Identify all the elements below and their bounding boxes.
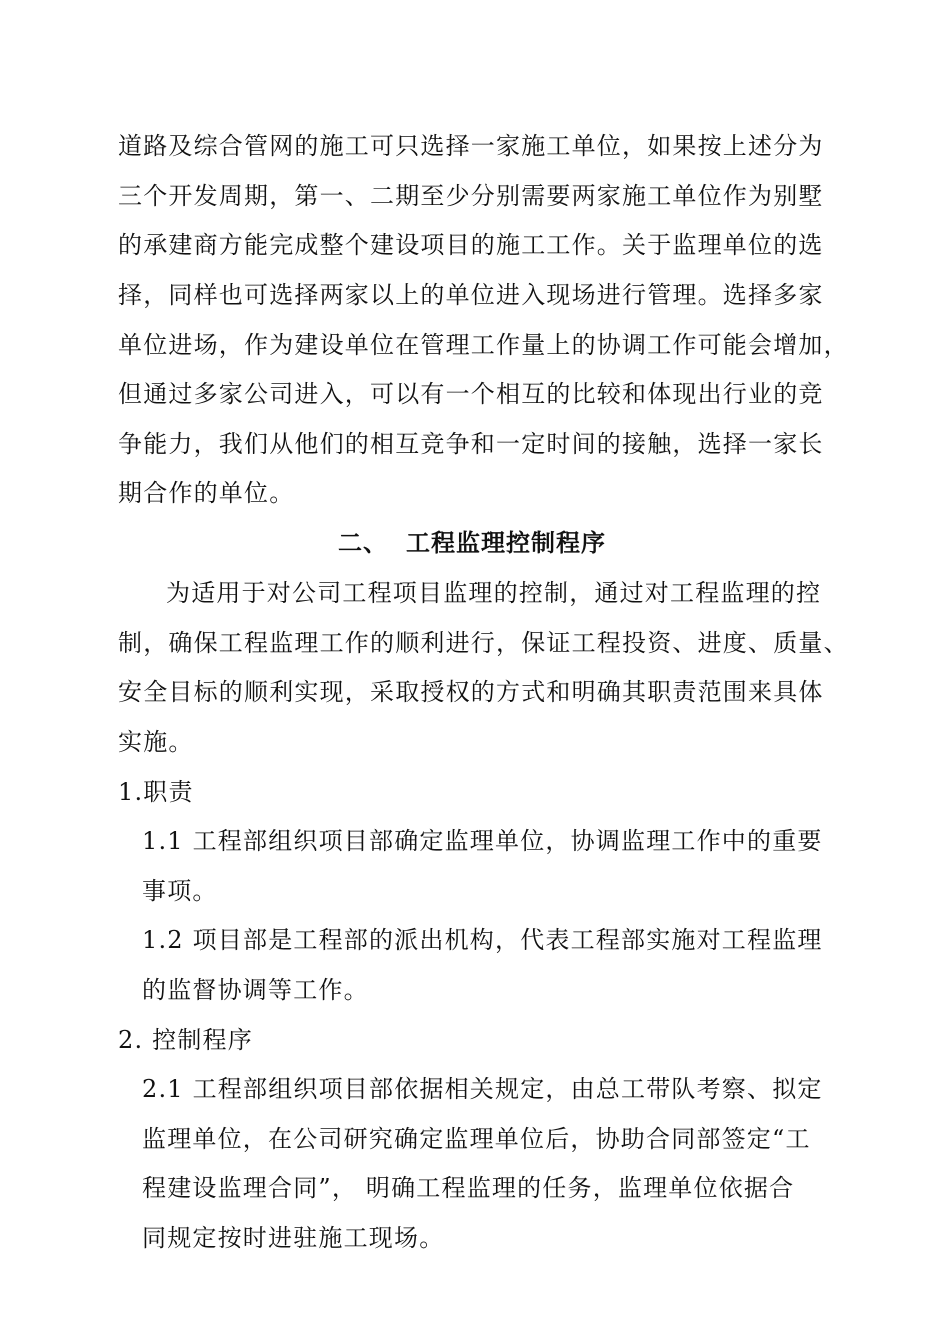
paragraph-line: 争能力，我们从他们的相互竞争和一定时间的接触，选择一家长	[118, 430, 824, 458]
subitem-line: 同规定按时进驻施工现场。	[142, 1224, 445, 1252]
section-number: 二、	[338, 529, 388, 557]
subitem-line: 的监督协调等工作。	[142, 976, 369, 1004]
paragraph-line: 择，同样也可选择两家以上的单位进入现场进行管理。选择多家	[118, 281, 824, 309]
paragraph-line: 期合作的单位。	[118, 479, 295, 507]
subitem-line: 1.1 工程部组织项目部确定监理单位，协调监理工作中的重要	[142, 827, 823, 855]
paragraph-line: 三个开发周期，第一、二期至少分别需要两家施工单位作为别墅	[118, 182, 824, 210]
paragraph-line: 实施。	[118, 728, 194, 756]
item-heading: 2. 控制程序	[118, 1026, 253, 1054]
subitem-line: 事项。	[142, 877, 218, 905]
item-heading: 1.职责	[118, 778, 194, 806]
paragraph-line: 安全目标的顺利实现，采取授权的方式和明确其职责范围来具体	[118, 678, 824, 706]
subitem-line: 2.1 工程部组织项目部依据相关规定，由总工带队考察、拟定	[142, 1075, 823, 1103]
section-heading	[338, 527, 606, 559]
subitem-line: 1.2 项目部是工程部的派出机构，代表工程部实施对工程监理	[142, 926, 823, 954]
paragraph-line: 道路及综合管网的施工可只选择一家施工单位，如果按上述分为	[118, 132, 824, 160]
paragraph-line: 的承建商方能完成整个建设项目的施工工作。关于监理单位的选	[118, 231, 824, 259]
subitem-line: 监理单位，在公司研究确定监理单位后，协助合同部签定“工	[142, 1125, 811, 1153]
paragraph-line: 为适用于对公司工程项目监理的控制，通过对工程监理的控	[166, 579, 822, 607]
section-title: 工程监理控制程序	[406, 529, 606, 557]
paragraph-line: 但通过多家公司进入，可以有一个相互的比较和体现出行业的竞	[118, 380, 824, 408]
paragraph-line: 单位进场，作为建设单位在管理工作量上的协调工作可能会增加，	[118, 331, 849, 359]
subitem-line: 程建设监理合同”， 明确工程监理的任务，监理单位依据合	[142, 1174, 795, 1202]
paragraph-line: 制，确保工程监理工作的顺利进行，保证工程投资、进度、质量、	[118, 629, 849, 657]
